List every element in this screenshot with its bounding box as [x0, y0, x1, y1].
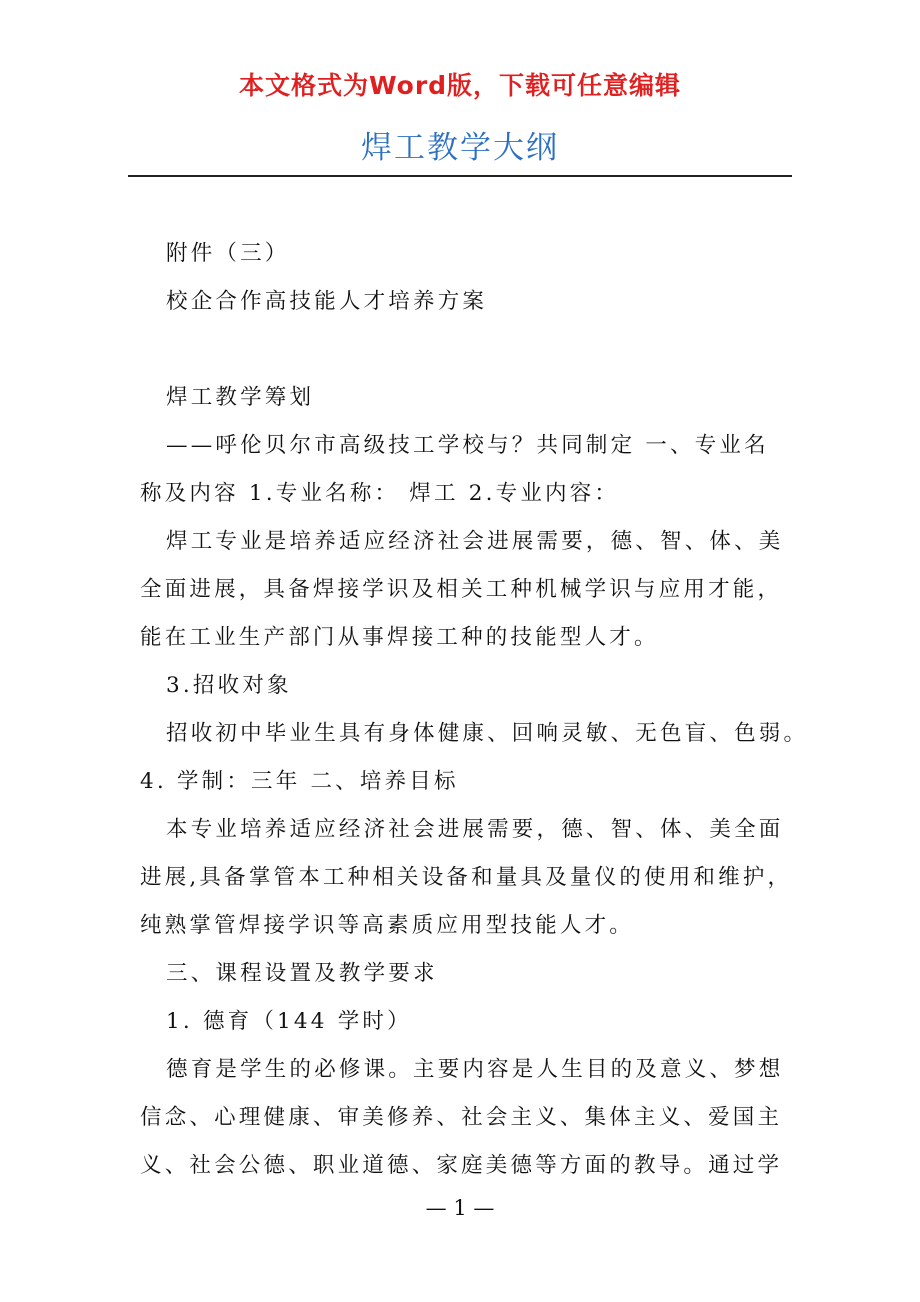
paragraph-line: 能在工业生产部门从事焊接工种的技能型人才。 — [140, 625, 659, 650]
section-heading: 焊工教学筹划 — [166, 385, 315, 410]
document-title: 焊工教学大纲 — [361, 130, 559, 166]
attachment-label: 附件（三） — [166, 241, 290, 266]
paragraph-line: 3.招收对象 — [166, 673, 292, 698]
paragraph-line: 全面进展，具备焊接学识及相关工种机械学识与应用才能， — [140, 577, 783, 602]
paragraph-line: 纯熟掌管焊接学识等高素质应用型技能人才。 — [140, 913, 635, 938]
paragraph-line: 本专业培养适应经济社会进展需要，德、智、体、美全面 — [166, 817, 784, 842]
paragraph-line: 4. 学制：三年 二、培养目标 — [140, 769, 459, 794]
blank-line — [140, 326, 780, 374]
paragraph-line: ——呼伦贝尔市高级技工学校与？共同制定 一、专业名 — [166, 433, 769, 458]
paragraph-line: 义、社会公德、职业道德、家庭美德等方面的教导。通过学 — [140, 1153, 783, 1178]
plan-title: 校企合作高技能人才培养方案 — [166, 289, 488, 314]
header-divider — [128, 175, 792, 177]
paragraph-line: 德育是学生的必修课。主要内容是人生目的及意义、梦想 — [166, 1057, 784, 1082]
subsection-heading: 1. 德育（144 学时） — [166, 1009, 412, 1034]
paragraph-line: 招收初中毕业生具有身体健康、回响灵敏、无色盲、色弱。 — [166, 721, 809, 746]
format-notice: 本文格式为Word版，下载可任意编辑 — [238, 71, 682, 100]
paragraph-line: 信念、心理健康、审美修养、社会主义、集体主义、爱国主 — [140, 1105, 783, 1130]
page-number: — 1 — — [425, 1196, 495, 1220]
document-body — [140, 230, 809, 1190]
paragraph-line: 称及内容 1.专业名称： 焊工 2.专业内容： — [140, 481, 620, 506]
paragraph-line: 焊工专业是培养适应经济社会进展需要，德、智、体、美 — [166, 529, 784, 554]
paragraph-line: 进展,具备掌管本工种相关设备和量具及量仪的使用和维护， — [140, 865, 793, 890]
section-heading: 三、课程设置及教学要求 — [166, 961, 438, 986]
